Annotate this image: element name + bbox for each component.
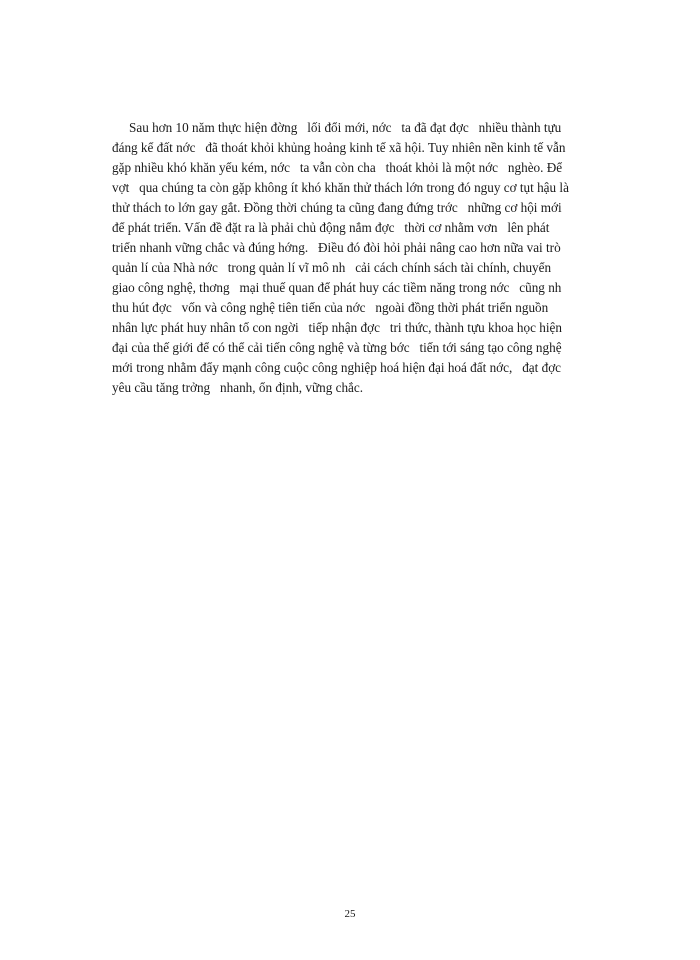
paragraph-line: Sau hơn 10 năm thực hiện đờng lối đổi mới, nớc ta đã đạt đợc nhiều thành tựu [129, 120, 562, 135]
paragraph-line: mới trong nhằm đẩy mạnh công cuộc công nghiệp hoá hiện đại hoá đất nớc, đạt đợc [112, 360, 562, 375]
paragraph-line: nhân lực phát huy nhân tố con ngời tiếp nhận đợc tri thức, thành tựu khoa học hiện [112, 320, 562, 335]
paragraph-line: gặp nhiều khó khăn yếu kém, nớc ta vẫn còn cha thoát khỏi là một nớc nghèo. Để [112, 160, 563, 175]
paragraph-line: yêu cầu tăng trởng nhanh, ổn định, vững chắc. [112, 380, 364, 395]
paragraph-line: để phát triển. Vấn đề đặt ra là phải chủ động nắm đợc thời cơ nhằm vơn lên phát [112, 220, 550, 235]
paragraph-line: thử thách to lớn gay gắt. Đồng thời chúng ta cũng đang đứng trớc những cơ hội mới [112, 200, 562, 215]
paragraph-line: triển nhanh vững chắc và đúng hớng. Điều đó đòi hỏi phải nâng cao hơn nữa vai trò [112, 240, 561, 255]
paragraph-line: vợt qua chúng ta còn gặp không ít khó khăn thử thách lớn trong đó nguy cơ tụt hậu là [112, 180, 569, 195]
paragraph-line: đáng kể đất nớc đã thoát khỏi khủng hoảng kinh tế xã hội. Tuy nhiên nền kinh tế vẫn [112, 140, 566, 155]
paragraph-line: quản lí của Nhà nớc trong quản lí vĩ mô nh cải cách chính sách tài chính, chuyển [112, 260, 552, 275]
paragraph-line: đại của thế giới để có thể cải tiến công nghệ và từng bớc tiến tới sáng tạo công nghệ [112, 340, 562, 355]
body-paragraph [112, 118, 650, 398]
page-number: 25 [344, 908, 356, 920]
paragraph-line: thu hút đợc vốn và công nghệ tiên tiến của nớc ngoài đồng thời phát triển nguồn [112, 300, 549, 315]
paragraph-line: giao công nghệ, thơng mại thuế quan để phát huy các tiềm năng trong nớc cũng nh [112, 280, 562, 295]
